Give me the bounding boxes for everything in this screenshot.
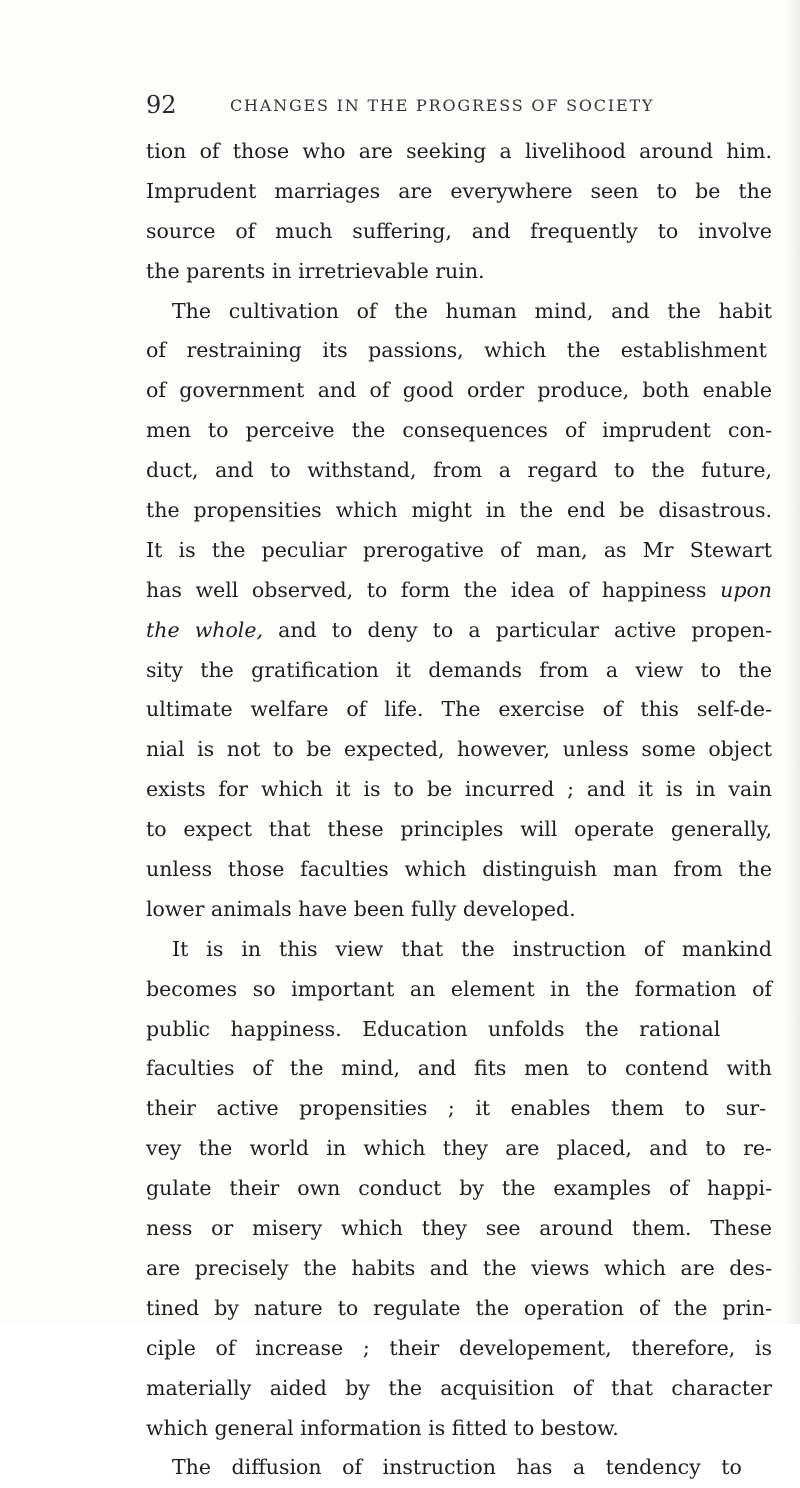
line-text: faculties of the mind, and fits men to contend with (146, 1056, 772, 1081)
line-text: unless those faculties which distinguish man from the (146, 857, 772, 882)
line-text: the propensities which might in the end be disastrous. (146, 498, 772, 523)
line-text: ciple of increase ; their developement, therefore, is (146, 1335, 772, 1360)
text-line (146, 1249, 772, 1289)
line-text: are precisely the habits and the views which are des- (146, 1255, 772, 1280)
line-text: It is in this view that the instruction of mankind (172, 936, 772, 961)
line-text: to expect that these principles will operate generally, (146, 817, 772, 842)
text-line (146, 1169, 772, 1209)
text-line (146, 810, 772, 850)
line-text: nial is not to be expected, however, unless some object (146, 737, 772, 762)
text-line (146, 1329, 772, 1369)
text-line (146, 890, 772, 930)
text-line (146, 371, 772, 411)
line-text: duct, and to withstand, from a regard to the future, (146, 458, 772, 483)
text-line (146, 1010, 772, 1050)
line-text: source of much suffering, and frequently to involve (146, 218, 772, 243)
line-text: public happiness. Education unfolds the rational (146, 1016, 721, 1041)
text-line (146, 411, 772, 451)
text-line (146, 1448, 772, 1488)
line-text: has well observed, to form the idea of happiness (146, 577, 721, 602)
text-line (146, 331, 772, 371)
page-edge-shadow (786, 0, 800, 1324)
text-line (146, 252, 772, 292)
text-line (146, 690, 772, 730)
text-line (146, 1409, 772, 1449)
italic-text: the whole, (146, 617, 263, 642)
line-text: gulate their own conduct by the examples of happi- (146, 1176, 772, 1201)
text-line (146, 730, 772, 770)
text-line (146, 531, 772, 571)
text-line (146, 172, 772, 212)
line-text: sity the gratification it demands from a view to the (146, 657, 772, 682)
line-text: lower animals have been fully developed. (146, 896, 576, 921)
text-line (146, 1129, 772, 1169)
line-text: and to deny to a particular active propen- (263, 617, 772, 642)
text-line (146, 451, 772, 491)
body-text (146, 132, 772, 1488)
line-text: becomes so important an element in the formation of (146, 976, 772, 1001)
text-line (146, 1049, 772, 1089)
text-line (146, 292, 772, 332)
line-text: materially aided by the acquisition of that character (146, 1375, 772, 1400)
line-text: of government and of good order produce, both enable (146, 378, 772, 403)
line-text: which general information is fitted to bestow. (146, 1415, 619, 1440)
text-line (146, 1369, 772, 1409)
text-line (146, 1209, 772, 1249)
line-text: men to perceive the consequences of imprudent con- (146, 418, 772, 443)
running-title: CHANGES IN THE PROGRESS OF SOCIETY (230, 96, 655, 115)
line-text: ultimate welfare of life. The exercise of this self-de- (146, 697, 772, 722)
text-line (146, 770, 772, 810)
line-text: the parents in irretrievable ruin. (146, 258, 485, 283)
text-line (146, 970, 772, 1010)
line-text: tined by nature to regulate the operation of the prin- (146, 1295, 772, 1320)
line-text: ness or misery which they see around them. These (146, 1216, 772, 1241)
line-text: Imprudent marriages are everywhere seen to be the (146, 178, 772, 203)
text-line (146, 212, 772, 252)
line-text: The diffusion of instruction has a tendency to (172, 1455, 742, 1480)
line-text: exists for which it is to be incurred ; and it is in vain (146, 777, 772, 802)
line-text: The cultivation of the human mind, and the habit (172, 298, 772, 323)
text-line (146, 1089, 772, 1129)
line-text: It is the peculiar prerogative of man, as Mr Stewart (146, 537, 772, 562)
text-line (146, 930, 772, 970)
line-text: vey the world in which they are placed, and to re- (146, 1136, 772, 1161)
text-line (146, 491, 772, 531)
running-head (146, 90, 746, 120)
italic-text: upon (720, 577, 772, 602)
text-line (146, 571, 772, 611)
line-text: tion of those who are seeking a livelihood around him. (146, 139, 772, 163)
line-text: their active propensities ; it enables them to sur- (146, 1096, 767, 1121)
text-line (146, 651, 772, 691)
text-line (146, 1289, 772, 1329)
text-line (146, 611, 772, 651)
line-text: of restraining its passions, which the establishment (146, 338, 767, 363)
text-line (146, 850, 772, 890)
page-number: 92 (146, 91, 177, 119)
text-line (146, 132, 772, 172)
